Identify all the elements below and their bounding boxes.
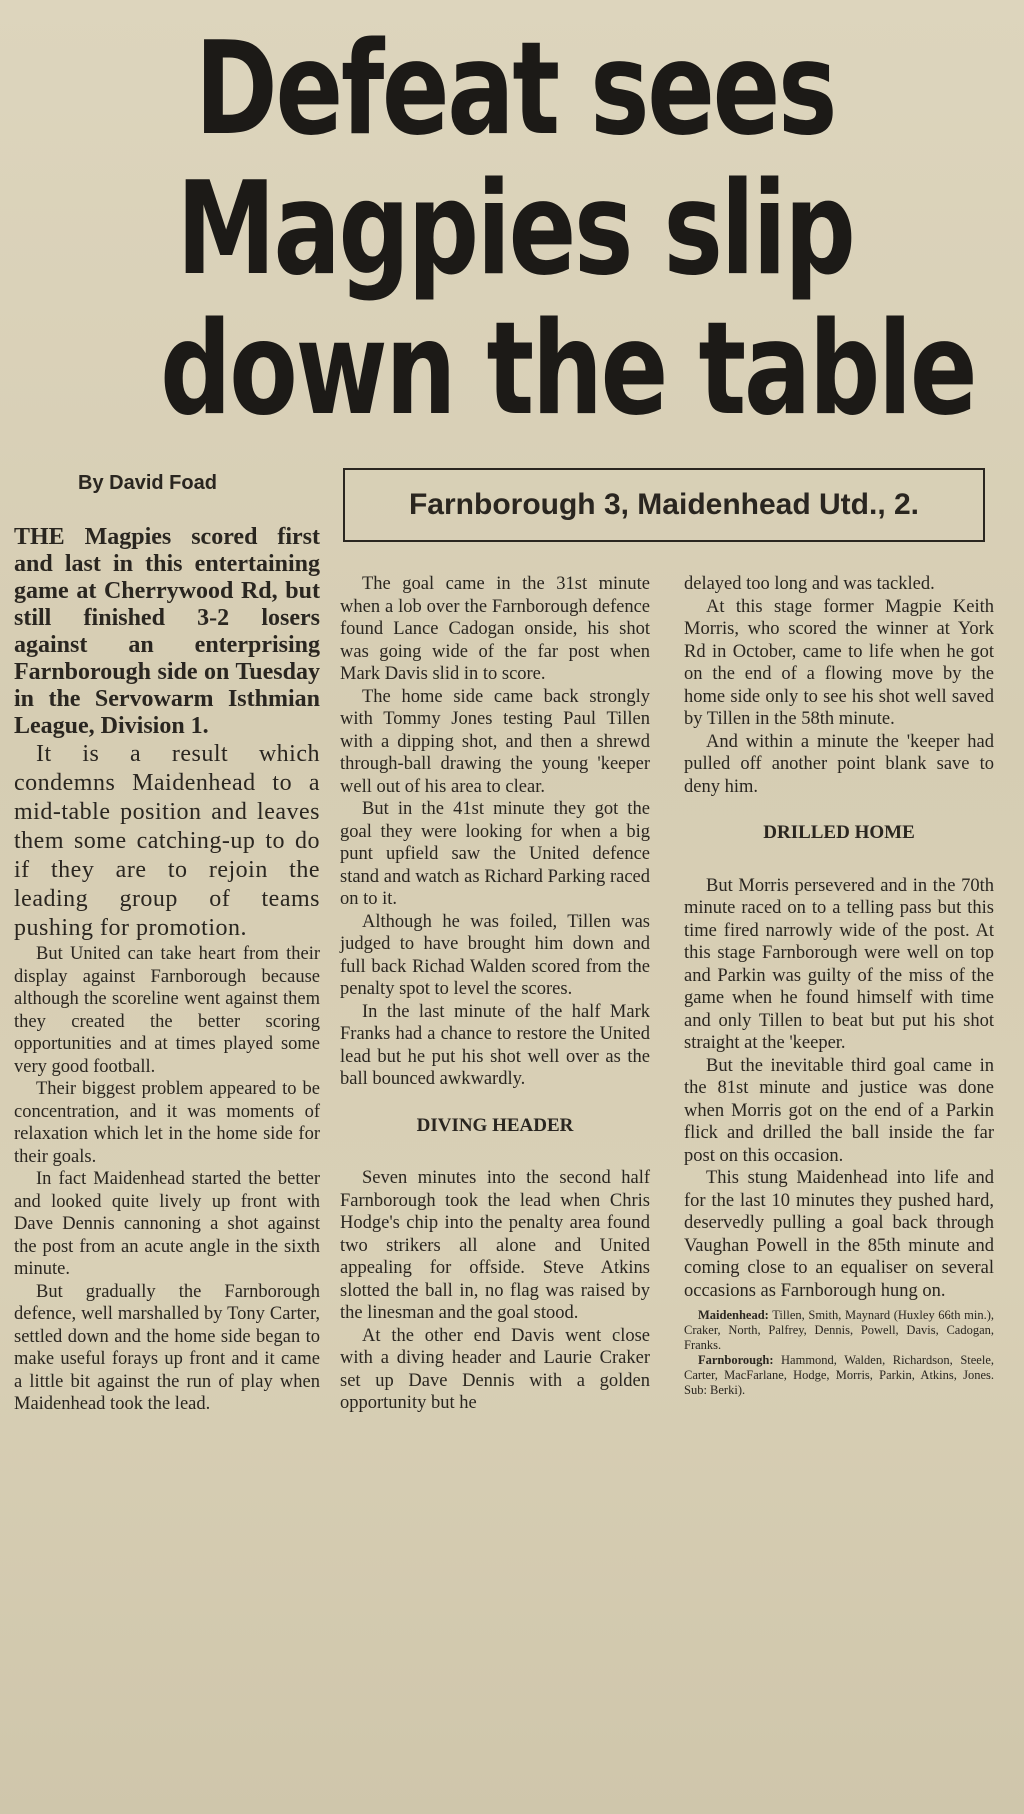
lineup-maidenhead (684, 1308, 994, 1353)
column-3 (684, 573, 994, 1398)
paragraph: The goal came in the 31st minute when a lob over the Farnborough defence found Lance Cadogan onside, his shot was going wide of the far post when Mark Davis slid in to score. (340, 574, 650, 684)
score-text: Farnborough 3, Maidenhead Utd., 2. (408, 488, 920, 521)
lead-paragraph: THE Magpies scored first and last in this entertaining game at Cherrywood Rd, but still finished 3-2 losers against an enterprising Farnborough side on Tuesday in the Servowarm Isthmian League, Division 1. (14, 524, 320, 739)
headline-line-1: Defeat sees (194, 15, 836, 164)
paragraph: The home side came back strongly with Tommy Jones testing Paul Tillen with a dipping shot, and then a shrewd through-ball drawing the young 'keeper well out of his area to clear. (340, 686, 650, 797)
lineup-players: Hammond, Walden, Richardson, Steele, Carter, MacFarlane, Hodge, Morris, Parkin, Atkins, Jones. Sub: Berki). (684, 1353, 994, 1397)
score-box (343, 468, 985, 542)
lineup-label: Farnborough: (698, 1353, 774, 1367)
byline: By David Foad (78, 472, 217, 494)
column-2 (340, 573, 650, 1415)
headline-line-3: down the table (160, 295, 976, 444)
lineup-farnborough (684, 1353, 994, 1398)
paragraph: At the other end Davis went close with a diving header and Laurie Craker set up Dave Dennis with a golden opportunity but he (340, 1325, 650, 1413)
paragraph: But United can take heart from their display against Farnborough because although the scoreline went against them they created the better scoring opportunities and at times played some very good football. (14, 944, 320, 1077)
headline-line-2: Magpies slip (176, 155, 854, 304)
paragraph: But in the 41st minute they got the goal they were looking for when a big punt upfield saw the United defence stand and watch as Richard Parking raced on to it. (340, 799, 650, 909)
subheading: DRILLED HOME (763, 822, 915, 843)
paragraph: It is a result which condemns Maidenhead to a mid-table position and leaves them some catching-up to do if they are to rejoin the leading group of teams pushing for promotion. (14, 741, 320, 941)
paragraph: But the inevitable third goal came in the 81st minute and justice was done when Morris got on the end of a Parkin flick and drilled the ball inside the far post on this occasion. (684, 1055, 994, 1166)
lineup-players: Tillen, Smith, Maynard (Huxley 66th min.), Craker, North, Palfrey, Dennis, Powell, Davis, Cadogan, Franks. (684, 1308, 994, 1352)
headline (160, 15, 976, 444)
paragraph: But gradually the Farnborough defence, well marshalled by Tony Carter, settled down and the home side began to make useful forays up front and it came a little bit against the run of play when Maidenhead took the lead. (14, 1281, 320, 1414)
column-1 (14, 524, 320, 1416)
subheading: DIVING HEADER (416, 1114, 574, 1136)
team-lineups (684, 1308, 994, 1398)
paragraph: Their biggest problem appeared to be concentration, and it was moments of relaxation which let in the home side for their goals. (14, 1079, 320, 1167)
lineup-label: Maidenhead: (698, 1308, 769, 1322)
paragraph: Although he was foiled, Tillen was judged to have brought him down and full back Richad Walden scored from the penalty spot to level the scores. (340, 911, 650, 999)
paragraph: In the last minute of the half Mark Franks had a chance to restore the United lead but he put his shot well over as the ball bounced awkwardly. (340, 1001, 650, 1089)
paragraph: At this stage former Magpie Keith Morris, who scored the winner at York Rd in October, came to life when he got on the end of a flowing move by the home side only to see his shot well saved by Tillen in the 58th minute. (684, 596, 994, 729)
paragraph: But Morris persevered and in the 70th minute raced on to a telling pass but this time fired narrowly wide of the post. At this stage Farnborough were well on top and Parkin was guilty of the miss of the game when he found himself with time and only Tillen to beat but put his shot straight at the 'keeper. (684, 875, 994, 1053)
paragraph: Seven minutes into the second half Farnborough took the lead when Chris Hodge's chip into the penalty area found two strikers all alone and United appealing for offside. Steve Atkins slotted the ball in, no flag was raised by the linesman and the goal stood. (340, 1168, 650, 1323)
paragraph: And within a minute the 'keeper had pulled off another point blank save to deny him. (684, 731, 994, 797)
paragraph: This stung Maidenhead into life and for the last 10 minutes they pushed hard, deservedly pulling a goal back through Vaughan Powell in the 85th minute and coming close to an equaliser on several occasions as Farnborough hung on. (684, 1168, 994, 1301)
paragraph: delayed too long and was tackled. (684, 574, 935, 594)
paragraph: In fact Maidenhead started the better and looked quite lively up front with Dave Dennis cannoning a shot against the post from an acute angle in the sixth minute. (14, 1169, 320, 1279)
